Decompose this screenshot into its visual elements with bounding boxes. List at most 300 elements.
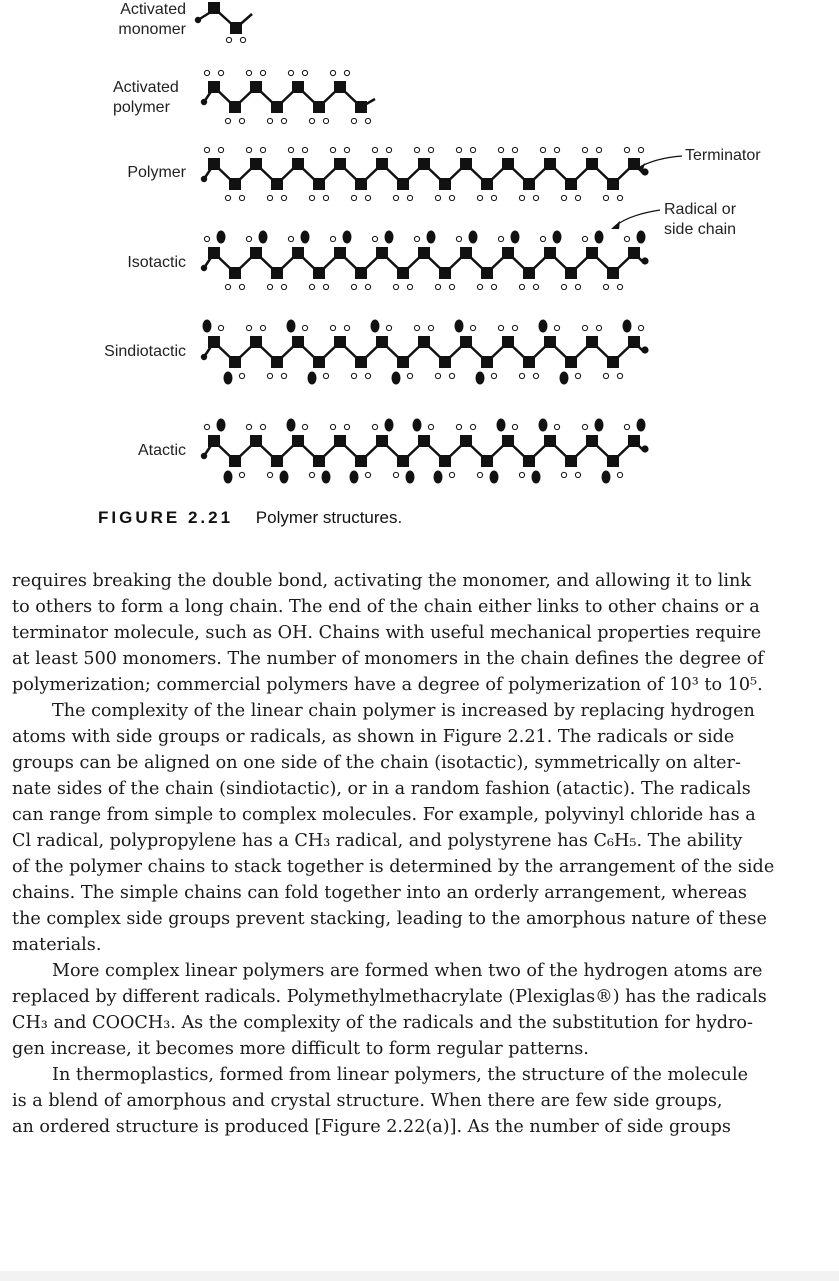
hydrogen-atom: [239, 195, 244, 200]
carbon-square: [481, 356, 493, 368]
hydrogen-atom: [470, 147, 475, 152]
radical-side-chain: [595, 231, 604, 244]
label-atactic: Atactic: [137, 442, 186, 459]
hydrogen-atom: [309, 284, 314, 289]
body-line: can range from simple to complex molecules. For example, polyvinyl chloride has a: [12, 805, 756, 825]
hydrogen-atom: [519, 373, 524, 378]
label-polymer: Polymer: [127, 164, 186, 181]
hydrogen-atom: [540, 236, 545, 241]
callout-terminator: Terminator: [685, 147, 761, 164]
hydrogen-atom: [239, 284, 244, 289]
carbon-square: [586, 336, 598, 348]
callout-radical: Radical or side chain: [664, 201, 737, 238]
hydrogen-atom: [281, 373, 286, 378]
body-line: nate sides of the chain (sindiotactic), or in a random fashion (atactic). The radicals: [12, 779, 751, 799]
radical-side-chain: [385, 231, 394, 244]
carbon-square: [460, 336, 472, 348]
hydrogen-atom: [456, 236, 461, 241]
radical-side-chain: [455, 320, 464, 333]
hydrogen-atom: [204, 236, 209, 241]
hydrogen-atom: [344, 325, 349, 330]
radical-side-chain: [602, 471, 611, 484]
hydrogen-atom: [575, 472, 580, 477]
callout-arrow-radical: [614, 210, 660, 227]
hydrogen-atom: [596, 325, 601, 330]
carbon-square: [376, 158, 388, 170]
hydrogen-atom: [330, 236, 335, 241]
radical-side-chain: [532, 471, 541, 484]
hydrogen-atom: [456, 147, 461, 152]
hydrogen-atom: [246, 325, 251, 330]
hydrogen-atom: [449, 373, 454, 378]
hydrogen-atom: [365, 195, 370, 200]
hydrogen-atom: [309, 118, 314, 123]
carbon-square: [250, 435, 262, 447]
hydrogen-atom: [554, 325, 559, 330]
radical-side-chain: [224, 471, 233, 484]
carbon-square: [313, 455, 325, 467]
hydrogen-atom: [323, 373, 328, 378]
body-line: requires breaking the double bond, activating the monomer, and allowing it to link: [12, 571, 752, 591]
hydrogen-atom: [365, 284, 370, 289]
hydrogen-atom: [407, 195, 412, 200]
polymer-structures-figure: [0, 0, 839, 500]
radical-side-chain: [301, 231, 310, 244]
hydrogen-atom: [330, 70, 335, 75]
hydrogen-atom: [260, 424, 265, 429]
hydrogen-atom: [281, 118, 286, 123]
radical-side-chain: [539, 419, 548, 432]
hydrogen-atom: [491, 284, 496, 289]
body-line: an ordered structure is produced [Figure 2.22(a)]. As the number of side groups: [12, 1117, 731, 1137]
carbon-square: [292, 336, 304, 348]
label-isotactic: Isotactic: [127, 254, 186, 271]
carbon-square: [481, 178, 493, 190]
terminator-dot: [641, 445, 648, 452]
carbon-square: [208, 247, 220, 259]
hydrogen-atom: [281, 284, 286, 289]
carbon-square: [418, 336, 430, 348]
radical-side-chain: [560, 372, 569, 385]
radical-side-chain: [406, 471, 415, 484]
hydrogen-atom: [498, 236, 503, 241]
carbon-square: [439, 356, 451, 368]
hydrogen-atom: [519, 195, 524, 200]
carbon-square: [229, 267, 241, 279]
carbon-square: [355, 455, 367, 467]
hydrogen-atom: [351, 118, 356, 123]
hydrogen-atom: [267, 118, 272, 123]
carbon-square: [439, 455, 451, 467]
hydrogen-atom: [344, 147, 349, 152]
carbon-square: [208, 158, 220, 170]
hydrogen-atom: [407, 284, 412, 289]
hydrogen-atom: [365, 472, 370, 477]
radical-side-chain: [511, 231, 520, 244]
hydrogen-atom: [288, 147, 293, 152]
carbon-square: [355, 178, 367, 190]
radical-side-chain: [553, 231, 562, 244]
hydrogen-atom: [302, 325, 307, 330]
hydrogen-atom: [344, 424, 349, 429]
terminator-dot: [641, 346, 648, 353]
hydrogen-atom: [575, 195, 580, 200]
radical-side-chain: [217, 419, 226, 432]
hydrogen-atom: [624, 236, 629, 241]
hydrogen-atom: [561, 284, 566, 289]
hydrogen-atom: [225, 118, 230, 123]
hydrogen-atom: [596, 147, 601, 152]
carbon-square: [523, 267, 535, 279]
radical-side-chain: [469, 231, 478, 244]
carbon-square: [229, 455, 241, 467]
radical-side-chain: [539, 320, 548, 333]
body-text: [12, 568, 839, 1140]
hydrogen-atom: [638, 325, 643, 330]
label-activated-polymer: Activated polymer: [113, 79, 179, 116]
hydrogen-atom: [561, 195, 566, 200]
body-line: the complex side groups prevent stacking, leading to the amorphous nature of these: [12, 909, 767, 929]
carbon-square: [271, 356, 283, 368]
carbon-square: [334, 336, 346, 348]
hydrogen-atom: [540, 147, 545, 152]
carbon-square: [523, 356, 535, 368]
hydrogen-atom: [260, 147, 265, 152]
hydrogen-atom: [603, 373, 608, 378]
hydrogen-atom: [477, 284, 482, 289]
carbon-square: [271, 101, 283, 113]
hydrogen-atom: [491, 195, 496, 200]
hydrogen-atom: [386, 147, 391, 152]
carbon-square: [271, 178, 283, 190]
body-line: The complexity of the linear chain polymer is increased by replacing hydrogen: [52, 701, 755, 721]
hydrogen-atom: [477, 472, 482, 477]
callout-arrowhead: [611, 221, 620, 229]
hydrogen-atom: [470, 424, 475, 429]
hydrogen-atom: [449, 195, 454, 200]
carbon-square: [439, 178, 451, 190]
hydrogen-atom: [617, 195, 622, 200]
hydrogen-atom: [302, 70, 307, 75]
carbon-square: [481, 455, 493, 467]
carbon-square: [439, 267, 451, 279]
figure-title: Polymer structures.: [255, 508, 403, 527]
hydrogen-atom: [561, 472, 566, 477]
carbon-square: [208, 435, 220, 447]
carbon-square: [481, 267, 493, 279]
hydrogen-atom: [498, 147, 503, 152]
hydrogen-atom: [372, 236, 377, 241]
hydrogen-atom: [226, 37, 231, 42]
hydrogen-atom: [575, 284, 580, 289]
radical-side-chain: [413, 419, 422, 432]
hydrogen-atom: [498, 325, 503, 330]
hydrogen-atom: [603, 195, 608, 200]
hydrogen-atom: [582, 236, 587, 241]
body-line: CH₃ and COOCH₃. As the complexity of the radicals and the substitution for hydro-: [12, 1013, 753, 1033]
page-footer-bar: [0, 1271, 839, 1281]
radical-side-chain: [350, 471, 359, 484]
hydrogen-atom: [239, 472, 244, 477]
radical-side-chain: [322, 471, 331, 484]
hydrogen-atom: [414, 236, 419, 241]
carbon-square: [586, 158, 598, 170]
hydrogen-atom: [449, 284, 454, 289]
hydrogen-atom: [624, 424, 629, 429]
hydrogen-atom: [330, 147, 335, 152]
radical-side-chain: [637, 231, 646, 244]
hydrogen-atom: [575, 373, 580, 378]
hydrogen-atom: [582, 424, 587, 429]
hydrogen-atom: [512, 147, 517, 152]
hydrogen-atom: [267, 195, 272, 200]
carbon-square: [544, 158, 556, 170]
hydrogen-atom: [435, 373, 440, 378]
hydrogen-atom: [351, 373, 356, 378]
carbon-square: [313, 356, 325, 368]
hydrogen-atom: [372, 424, 377, 429]
bond-line: [236, 14, 252, 28]
carbon-square: [250, 336, 262, 348]
body-line: chains. The simple chains can fold together into an orderly arrangement, whereas: [12, 883, 747, 903]
hydrogen-atom: [533, 373, 538, 378]
carbon-square: [313, 267, 325, 279]
radical-side-chain: [217, 231, 226, 244]
hydrogen-atom: [239, 118, 244, 123]
carbon-square: [460, 435, 472, 447]
carbon-square: [607, 356, 619, 368]
radical-side-chain: [287, 320, 296, 333]
hydrogen-atom: [582, 325, 587, 330]
radical-side-chain: [280, 471, 289, 484]
body-line: is a blend of amorphous and crystal structure. When there are few side groups,: [12, 1091, 723, 1111]
hydrogen-atom: [267, 284, 272, 289]
carbon-square: [502, 247, 514, 259]
radical-side-chain: [490, 471, 499, 484]
hydrogen-atom: [246, 147, 251, 152]
body-line: to others to form a long chain. The end of the chain either links to other chains or a: [12, 597, 760, 617]
radical-side-chain: [476, 372, 485, 385]
hydrogen-atom: [260, 70, 265, 75]
carbon-square: [355, 267, 367, 279]
carbon-square: [607, 178, 619, 190]
body-line: polymerization; commercial polymers have a degree of polymerization of 10³ to 10⁵.: [12, 675, 763, 695]
carbon-square: [544, 247, 556, 259]
hydrogen-atom: [365, 118, 370, 123]
hydrogen-atom: [281, 195, 286, 200]
carbon-square: [229, 178, 241, 190]
hydrogen-atom: [218, 147, 223, 152]
hydrogen-atom: [386, 325, 391, 330]
body-line: More complex linear polymers are formed when two of the hydrogen atoms are: [52, 961, 763, 981]
carbon-square: [229, 356, 241, 368]
radical-side-chain: [343, 231, 352, 244]
hydrogen-atom: [470, 325, 475, 330]
body-line: Cl radical, polypropylene has a CH₃ radical, and polystyrene has C₆H₅. The ability: [12, 831, 743, 851]
hydrogen-atom: [624, 147, 629, 152]
carbon-square: [523, 455, 535, 467]
carbon-square: [292, 158, 304, 170]
body-line: terminator molecule, such as OH. Chains with useful mechanical properties require: [12, 623, 762, 643]
radical-side-chain: [287, 419, 296, 432]
label-activated-monomer: Activated monomer: [118, 1, 186, 38]
hydrogen-atom: [260, 325, 265, 330]
hydrogen-atom: [617, 284, 622, 289]
carbon-square: [334, 247, 346, 259]
carbon-square: [502, 158, 514, 170]
body-line: of the polymer chains to stack together is determined by the arrangement of the side: [12, 857, 775, 877]
carbon-square: [544, 435, 556, 447]
radical-side-chain: [623, 320, 632, 333]
hydrogen-atom: [351, 195, 356, 200]
hydrogen-atom: [519, 472, 524, 477]
hydrogen-atom: [407, 373, 412, 378]
radical-side-chain: [392, 372, 401, 385]
hydrogen-atom: [519, 284, 524, 289]
carbon-square: [544, 336, 556, 348]
hydrogen-atom: [449, 472, 454, 477]
radical-side-chain: [427, 231, 436, 244]
carbon-square: [271, 267, 283, 279]
carbon-square: [418, 158, 430, 170]
carbon-square: [355, 356, 367, 368]
carbon-square: [565, 178, 577, 190]
hydrogen-atom: [246, 236, 251, 241]
hydrogen-atom: [302, 424, 307, 429]
hydrogen-atom: [638, 147, 643, 152]
body-line: gen increase, it becomes more difficult to form regular patterns.: [12, 1039, 589, 1059]
hydrogen-atom: [323, 284, 328, 289]
hydrogen-atom: [330, 325, 335, 330]
terminator-dot: [641, 257, 648, 264]
hydrogen-atom: [351, 284, 356, 289]
carbon-square: [523, 178, 535, 190]
body-line: In thermoplastics, formed from linear polymers, the structure of the molecule: [52, 1065, 748, 1085]
hydrogen-atom: [428, 424, 433, 429]
hydrogen-atom: [554, 147, 559, 152]
hydrogen-atom: [204, 147, 209, 152]
hydrogen-atom: [435, 195, 440, 200]
hydrogen-atom: [218, 325, 223, 330]
hydrogen-atom: [267, 472, 272, 477]
radical-side-chain: [637, 419, 646, 432]
carbon-square: [313, 101, 325, 113]
hydrogen-atom: [240, 37, 245, 42]
hydrogen-atom: [225, 284, 230, 289]
hydrogen-atom: [512, 325, 517, 330]
radical-side-chain: [385, 419, 394, 432]
hydrogen-atom: [512, 424, 517, 429]
hydrogen-atom: [204, 424, 209, 429]
hydrogen-atom: [582, 147, 587, 152]
carbon-square: [460, 247, 472, 259]
carbon-square: [565, 356, 577, 368]
hydrogen-atom: [533, 195, 538, 200]
carbon-square: [586, 247, 598, 259]
carbon-square: [334, 435, 346, 447]
hydrogen-atom: [617, 373, 622, 378]
hydrogen-atom: [603, 284, 608, 289]
carbon-square: [334, 158, 346, 170]
hydrogen-atom: [435, 284, 440, 289]
carbon-square: [460, 158, 472, 170]
hydrogen-atom: [246, 424, 251, 429]
hydrogen-atom: [309, 472, 314, 477]
carbon-square: [397, 356, 409, 368]
callout-arrow-terminator: [638, 156, 682, 168]
carbon-square: [292, 247, 304, 259]
carbon-square: [565, 267, 577, 279]
figure-number: FIGURE 2.21: [98, 508, 234, 527]
carbon-square: [334, 81, 346, 93]
hydrogen-atom: [554, 424, 559, 429]
hydrogen-atom: [372, 147, 377, 152]
hydrogen-atom: [491, 373, 496, 378]
hydrogen-atom: [428, 147, 433, 152]
hydrogen-atom: [428, 325, 433, 330]
body-line: atoms with side groups or radicals, as shown in Figure 2.21. The radicals or side: [12, 727, 735, 747]
hydrogen-atom: [393, 472, 398, 477]
radical-side-chain: [595, 419, 604, 432]
carbon-square: [292, 435, 304, 447]
radical-side-chain: [308, 372, 317, 385]
radical-side-chain: [497, 419, 506, 432]
body-line: materials.: [12, 935, 102, 955]
carbon-square: [292, 81, 304, 93]
hydrogen-atom: [288, 70, 293, 75]
carbon-square: [418, 247, 430, 259]
hydrogen-atom: [393, 284, 398, 289]
hydrogen-atom: [456, 424, 461, 429]
carbon-square: [271, 455, 283, 467]
hydrogen-atom: [414, 147, 419, 152]
hydrogen-atom: [302, 147, 307, 152]
carbon-square: [607, 267, 619, 279]
radical-side-chain: [203, 320, 212, 333]
radical-side-chain: [371, 320, 380, 333]
label-sindiotactic: Sindiotactic: [104, 343, 186, 360]
carbon-square: [418, 435, 430, 447]
carbon-square: [376, 247, 388, 259]
radical-side-chain: [259, 231, 268, 244]
hydrogen-atom: [365, 373, 370, 378]
hydrogen-atom: [323, 195, 328, 200]
hydrogen-atom: [239, 373, 244, 378]
figure-caption: [98, 508, 402, 528]
carbon-square: [397, 455, 409, 467]
body-line: at least 500 monomers. The number of monomers in the chain defines the degree of: [12, 649, 764, 669]
carbon-square: [502, 435, 514, 447]
hydrogen-atom: [330, 424, 335, 429]
hydrogen-atom: [218, 70, 223, 75]
carbon-square: [586, 435, 598, 447]
hydrogen-atom: [204, 70, 209, 75]
radical-side-chain: [224, 372, 233, 385]
hydrogen-atom: [533, 284, 538, 289]
hydrogen-atom: [309, 195, 314, 200]
hydrogen-atom: [267, 373, 272, 378]
hydrogen-atom: [225, 195, 230, 200]
body-line: groups can be aligned on one side of the chain (isotactic), symmetrically on alter-: [12, 753, 741, 773]
carbon-square: [397, 178, 409, 190]
hydrogen-atom: [246, 70, 251, 75]
carbon-square: [397, 267, 409, 279]
hydrogen-atom: [617, 472, 622, 477]
carbon-square: [376, 435, 388, 447]
body-line: replaced by different radicals. Polymethylmethacrylate (Plexiglas®) has the radicals: [12, 987, 767, 1007]
carbon-square: [607, 455, 619, 467]
radical-side-chain: [434, 471, 443, 484]
